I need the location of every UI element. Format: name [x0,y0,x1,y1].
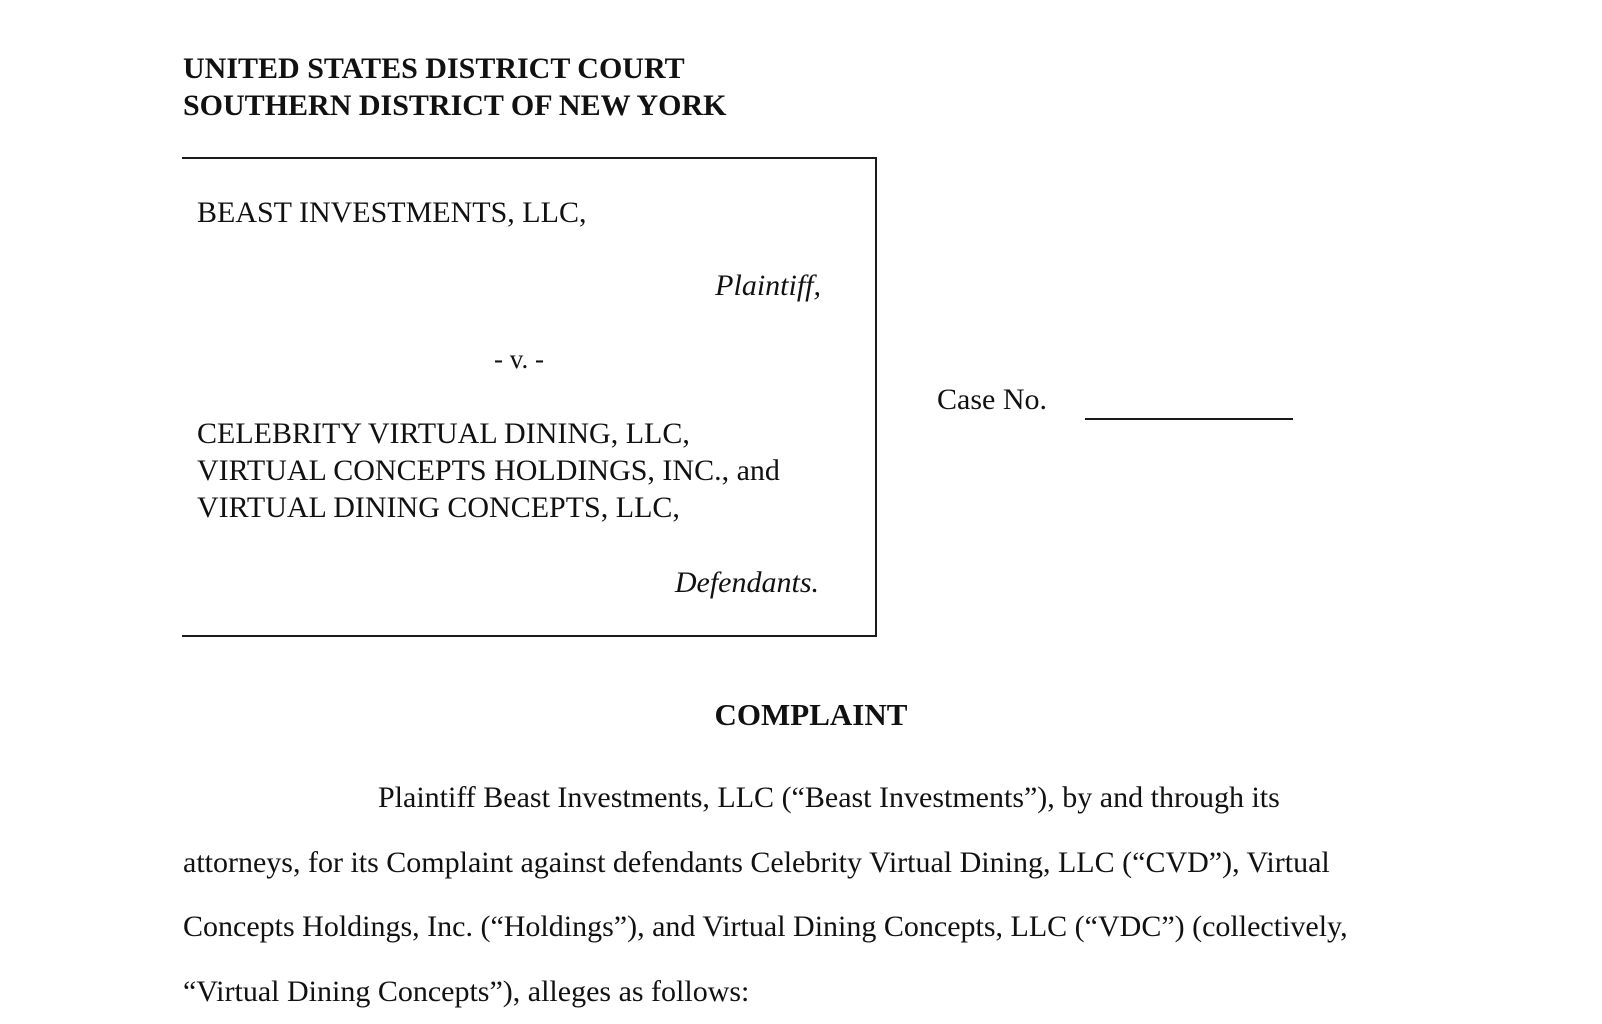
paragraph-line: Concepts Holdings, Inc. (“Holdings”), and Virtual Dining Concepts, LLC (“VDC”) (collectively, [183,895,1348,960]
defendant-name: CELEBRITY VIRTUAL DINING, LLC, [197,415,780,452]
defendant-name: VIRTUAL DINING CONCEPTS, LLC, [197,489,780,526]
paragraph-line: attorneys, for its Complaint against defendants Celebrity Virtual Dining, LLC (“CVD”), Virtual [183,831,1348,896]
defendant-name: VIRTUAL CONCEPTS HOLDINGS, INC., and [197,452,780,489]
document-title: COMPLAINT [0,697,1602,733]
paragraph-line: “Virtual Dining Concepts”), alleges as follows: [183,960,1348,1024]
versus-separator: - v. - [494,344,544,375]
case-caption-box [182,157,877,637]
court-heading [183,50,726,124]
court-district: SOUTHERN DISTRICT OF NEW YORK [183,87,726,124]
plaintiff-name: BEAST INVESTMENTS, LLC, [197,196,586,230]
court-name: UNITED STATES DISTRICT COURT [183,50,726,87]
plaintiff-role: Plaintiff, [715,269,821,303]
defendant-list [197,415,780,526]
case-number-blank [1085,418,1293,420]
case-number-label: Case No. [937,383,1047,417]
paragraph-line: Plaintiff Beast Investments, LLC (“Beast Investments”), by and through its [183,766,1348,831]
defendants-role: Defendants. [675,566,819,600]
complaint-paragraph [183,766,1348,1024]
